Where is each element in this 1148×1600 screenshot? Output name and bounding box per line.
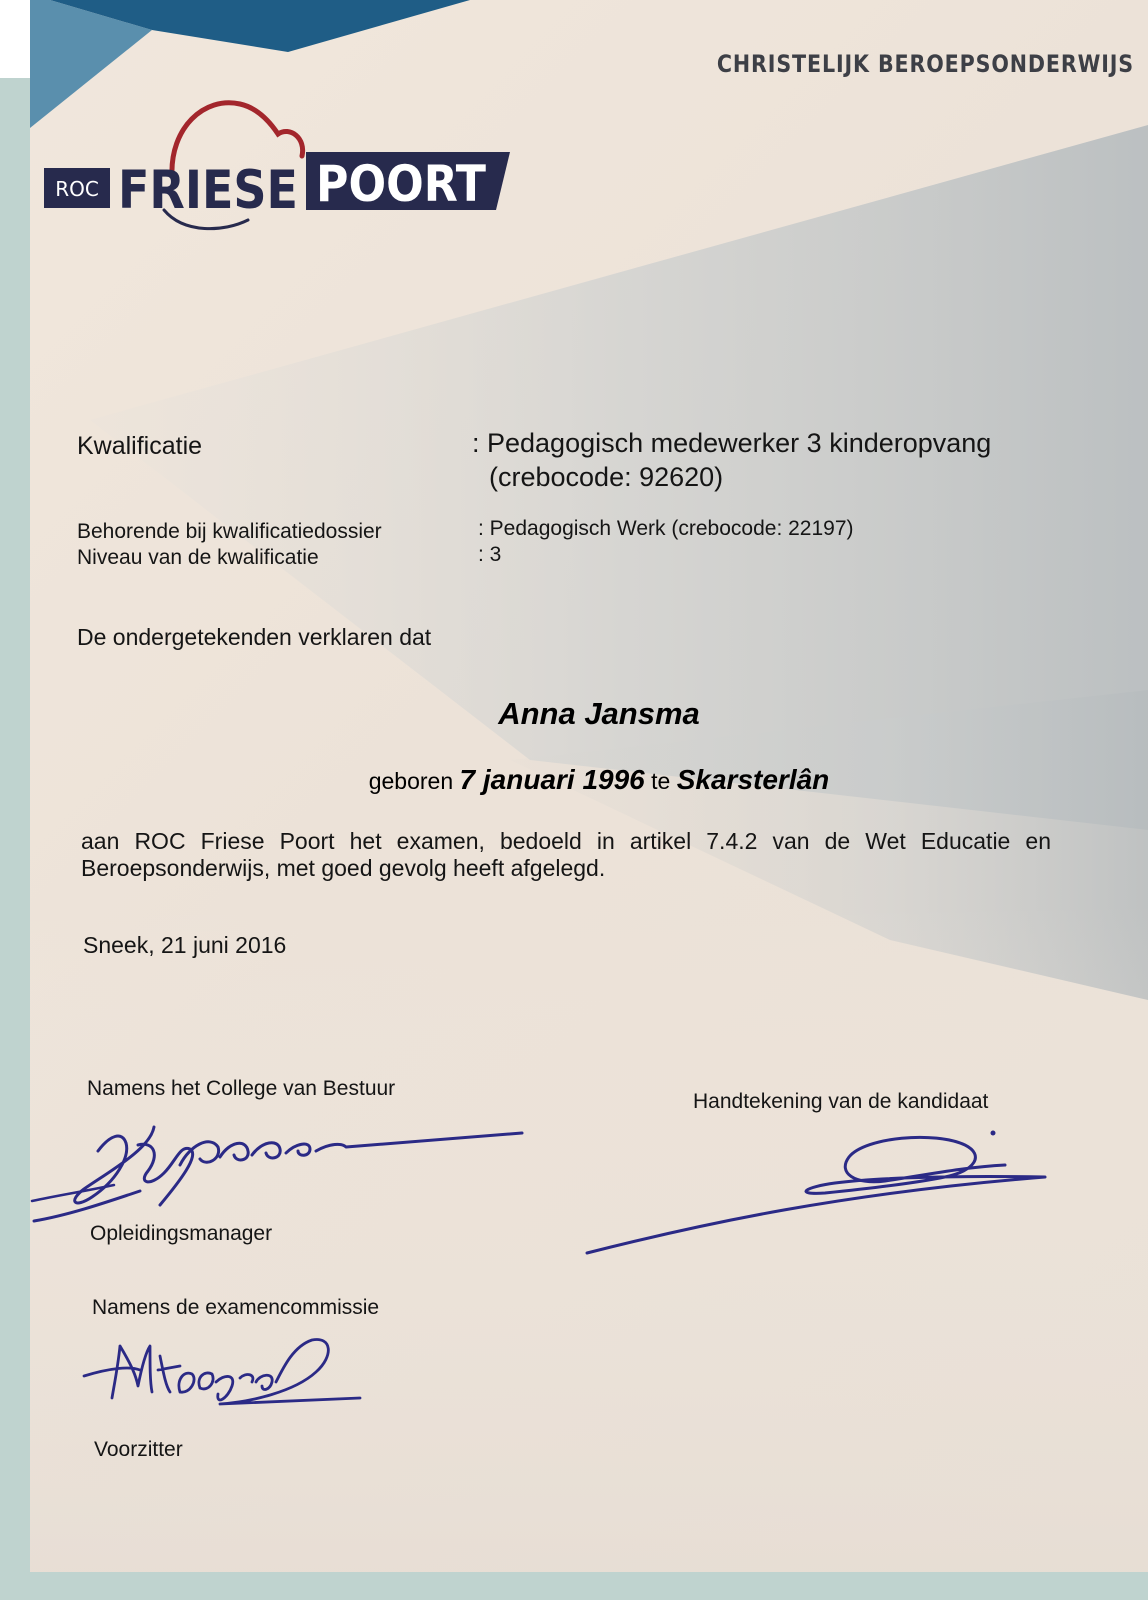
- birth-line: [30, 764, 1148, 796]
- born-prefix: geboren: [368, 768, 454, 794]
- exam-statement: [81, 828, 1051, 882]
- logo-poort-text: POORT: [316, 155, 486, 213]
- college-role: Opleidingsmanager: [90, 1222, 273, 1245]
- committee-signature: [80, 1326, 380, 1416]
- diploma-sheet: [30, 0, 1148, 1572]
- birth-date: 7 januari 1996: [459, 764, 645, 795]
- kwalificatie-value-line2: (crebocode: 92620): [489, 462, 724, 492]
- candidate-signature-label: Handtekening van de kandidaat: [693, 1090, 989, 1113]
- statement-line1: aan ROC Friese Poort het examen, bedoeld in artikel 7.4.2 van de Wet Educatie en: [81, 828, 1051, 854]
- logo-roc-text: ROC: [55, 177, 99, 201]
- declaration-intro: De ondergetekenden verklaren dat: [77, 624, 432, 650]
- college-label: Namens het College van Bestuur: [87, 1077, 396, 1100]
- niveau-value: : 3: [478, 543, 502, 566]
- dossier-value: : Pedagogisch Werk (crebocode: 22197): [478, 517, 854, 540]
- kwalificatie-value-line1: : Pedagogisch medewerker 3 kinderopvang: [472, 428, 992, 458]
- logo-friese-text: FRIESE: [118, 160, 298, 221]
- college-signature: [30, 1105, 530, 1235]
- place-date: Sneek, 21 juni 2016: [83, 932, 287, 958]
- tagline: CHRISTELIJK BEROEPSONDERWIJS: [716, 50, 1134, 78]
- candidate-signature: [585, 1115, 1065, 1260]
- roc-friese-poort-logo: [44, 98, 514, 243]
- committee-label: Namens de examencommissie: [92, 1296, 380, 1319]
- committee-role: Voorzitter: [94, 1438, 183, 1461]
- niveau-label: Niveau van de kwalificatie: [77, 546, 319, 569]
- candidate-name: Anna Jansma: [498, 696, 700, 731]
- kwalificatie-label: Kwalificatie: [77, 432, 203, 460]
- born-connector: te: [651, 768, 671, 794]
- statement-line2: Beroepsonderwijs, met goed gevolg heeft afgelegd.: [81, 855, 606, 881]
- birth-place: Skarsterlân: [676, 764, 830, 795]
- dossier-label: Behorende bij kwalificatiedossier: [77, 520, 382, 543]
